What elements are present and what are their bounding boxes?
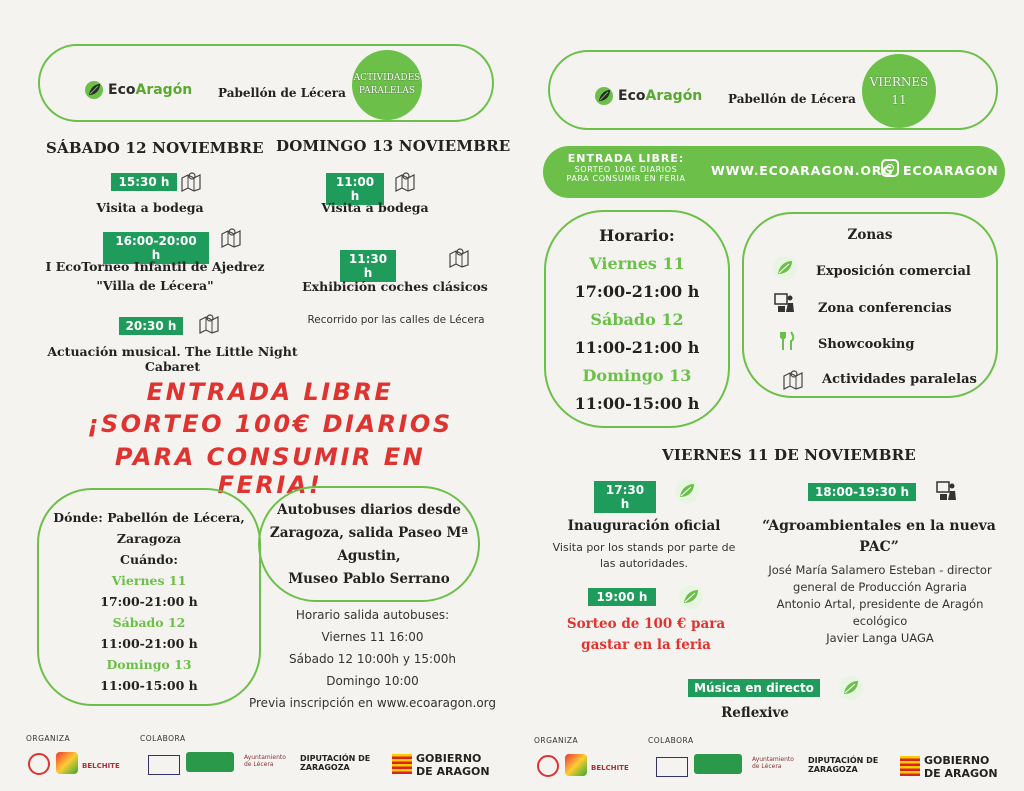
zone-item: Exposición comercial <box>816 264 971 279</box>
where-when-block <box>37 507 261 696</box>
speaker-line: Antonio Artal, presidente de Aragón <box>776 597 984 611</box>
diputacion-logo: DIPUTACIÓN DE ZARAGOZA <box>808 756 879 774</box>
organiza-label: ORGANIZA <box>26 734 71 743</box>
speaker-line: José María Salamero Esteban - director <box>768 563 992 577</box>
gobierno-logo-1: GOBIERNO <box>924 754 990 767</box>
leaf-icon <box>678 584 704 610</box>
event-time: Música en directo <box>688 679 820 697</box>
aragon-flag-icon <box>392 754 412 774</box>
leaf-icon <box>838 675 864 701</box>
horario-hours2: 11:00-21:00 h <box>574 338 700 357</box>
zone-item: Showcooking <box>818 337 915 352</box>
where-line: Dónde: Pabellón de Lécera, <box>53 510 245 525</box>
raffle-title: gastar en la feria <box>581 637 711 653</box>
gobierno-logo-2: DE ARAGON <box>924 767 998 780</box>
day1: Viernes 11 <box>111 573 187 588</box>
speaker-line: Javier Langa UAGA <box>826 631 934 645</box>
diputacion-logo: DIPUTACIÓN DE ZARAGOZA <box>300 754 371 772</box>
brand-name-b: Aragón <box>135 82 193 98</box>
organiza-label: ORGANIZA <box>534 736 579 745</box>
bus-block <box>254 499 484 591</box>
map-icon <box>448 246 470 268</box>
bus-line1: Autobuses diarios desde <box>277 502 461 518</box>
map-icon <box>394 170 416 192</box>
bus-line3: Agustin, <box>337 548 401 564</box>
map-icon <box>198 312 220 334</box>
speaker-line: ecológico <box>852 614 908 628</box>
event-note: Recorrido por las calles de Lécera <box>307 314 485 326</box>
bus-sched-2: Sábado 12 10:00h y 15:00h <box>289 652 456 666</box>
brand-name-a: Eco <box>618 88 646 104</box>
banner-text <box>547 152 705 183</box>
headline-line1: ENTRADA LIBRE <box>146 378 394 406</box>
event-time: 20:30 h <box>119 317 183 335</box>
raffle-title: Sorteo de 100 € para <box>566 616 726 632</box>
friday-heading: VIERNES 11 DE NOVIEMBRE <box>662 446 916 464</box>
instagram-icon <box>881 159 899 177</box>
map-icon <box>180 170 202 192</box>
bus-sched-1: Viernes 11 16:00 <box>321 630 424 644</box>
colabora-label: COLABORA <box>648 736 694 745</box>
city-line: Zaragoza <box>116 531 182 546</box>
music-title: Reflexive <box>721 705 789 721</box>
event-time: 11:30 h <box>340 250 396 282</box>
speaker-line: general de Producción Agraria <box>793 580 967 594</box>
hours2: 11:00-21:00 h <box>100 636 198 651</box>
conference-icon <box>774 292 796 314</box>
badge-line2: PARALELAS <box>358 86 416 96</box>
hours3: 11:00-15:00 h <box>100 678 198 693</box>
badge-line1: VIERNES <box>869 75 929 89</box>
brand-name-a: Eco <box>108 82 136 98</box>
event-desc: Visita por los stands por parte de <box>552 541 736 554</box>
day3: Domingo 13 <box>106 657 192 672</box>
horario-day2: Sábado 12 <box>590 310 684 329</box>
horario-day1: Viernes 11 <box>589 254 685 273</box>
horario-title: Horario: <box>599 226 675 245</box>
event-time: 18:00-19:30 h <box>808 483 916 501</box>
banner-line1: ENTRADA LIBRE: <box>567 152 685 165</box>
ecoaragon-logo <box>594 86 702 106</box>
event-title: Exhibición coches clásicos <box>302 279 488 294</box>
zonas-title: Zonas <box>847 227 893 243</box>
instagram-handle[interactable]: ECOARAGON <box>903 163 999 178</box>
org-logo-2 <box>565 754 587 776</box>
activities-badge <box>352 50 422 120</box>
zone-item: Zona conferencias <box>818 301 952 316</box>
bus-sched-3: Domingo 10:00 <box>326 674 419 688</box>
venue-label: Pabellón de Lécera <box>218 86 346 100</box>
ecoaragon-logo <box>84 80 192 100</box>
bus-sched-title: Horario salida autobuses: <box>295 608 450 622</box>
headline-line3: PARA CONSUMIR EN FERIA! <box>114 443 426 499</box>
leaf-icon <box>594 86 614 106</box>
event-title: Visita a bodega <box>321 200 429 215</box>
belchite-logo: BELCHITE <box>591 764 629 772</box>
horario-hours3: 11:00-15:00 h <box>574 394 700 413</box>
talk-title: PAC” <box>859 539 899 555</box>
collab-logo <box>186 752 234 772</box>
gobierno-logo-2: DE ARAGON <box>416 765 490 778</box>
event-time: 16:00-20:00 h <box>103 232 209 264</box>
cutlery-icon <box>776 328 798 354</box>
day2: Sábado 12 <box>112 615 186 630</box>
collab-logo <box>694 754 742 774</box>
collab-logo <box>148 755 180 775</box>
badge-line2: 11 <box>891 93 907 107</box>
leaf-icon <box>84 80 104 100</box>
bus-line2: Zaragoza, salida Paseo Mª <box>269 525 469 541</box>
horario-block <box>544 222 730 418</box>
org-logo <box>28 753 50 775</box>
bus-line4: Museo Pablo Serrano <box>288 571 450 587</box>
friday-badge <box>862 54 936 128</box>
badge-line1: ACTIVIDADES <box>353 72 421 83</box>
bus-sched-4: Previa inscripción en www.ecoaragon.org <box>248 696 497 710</box>
map-icon <box>220 226 242 248</box>
colabora-label: COLABORA <box>140 734 186 743</box>
gobierno-logo-1: GOBIERNO <box>416 752 482 765</box>
leaf-zone-icon <box>772 255 798 281</box>
venue-label: Pabellón de Lécera <box>728 92 856 106</box>
belchite-logo: BELCHITE <box>82 762 120 770</box>
entry-banner <box>543 146 1005 198</box>
collab-logo <box>656 757 688 777</box>
event-title: Actuación musical. The Little Night Cabaret <box>47 344 298 374</box>
bus-schedule <box>240 604 505 714</box>
aragon-flag-icon <box>900 756 920 776</box>
conference-icon <box>936 480 958 502</box>
map-icon <box>782 368 804 390</box>
lecera-logo: Ayuntamiento de Lécera <box>752 756 794 770</box>
talk-speakers <box>752 562 1008 647</box>
banner-line2: SORTEO 100€ DIARIOS <box>574 165 678 174</box>
org-logo <box>537 755 559 777</box>
event-time: 17:30 h <box>594 481 656 513</box>
event-subtitle: "Villa de Lécera" <box>96 278 214 293</box>
org-logo-2 <box>56 752 78 774</box>
zone-item: Actividades paralelas <box>822 372 977 387</box>
when-line: Cuándo: <box>120 552 178 567</box>
brand-name-b: Aragón <box>645 88 703 104</box>
event-desc: las autoridades. <box>599 557 689 570</box>
event-time: 19:00 h <box>588 588 656 606</box>
event-time: 15:30 h <box>111 173 177 191</box>
horario-hours1: 17:00-21:00 h <box>574 282 700 301</box>
event-time: 11:00 h <box>326 173 384 205</box>
banner-line3: PARA CONSUMIR EN FERIA <box>566 174 686 183</box>
website-link[interactable]: WWW.ECOARAGON.ORG <box>711 163 894 178</box>
event-title: I EcoTorneo Infantil de Ajedrez <box>45 259 265 274</box>
leaf-icon <box>674 478 700 504</box>
event-title: Visita a bodega <box>96 200 204 215</box>
horario-day3: Domingo 13 <box>582 366 692 385</box>
saturday-heading: SÁBADO 12 NOVIEMBRE <box>46 139 264 157</box>
lecera-logo: Ayuntamiento de Lécera <box>244 754 286 768</box>
sunday-heading: DOMINGO 13 NOVIEMBRE <box>276 137 511 155</box>
headline-line2: ¡SORTEO 100€ DIARIOS <box>87 410 453 438</box>
hours1: 17:00-21:00 h <box>100 594 198 609</box>
talk-title: “Agroambientales en la nueva <box>762 518 996 534</box>
event-title: Inauguración oficial <box>567 518 721 534</box>
